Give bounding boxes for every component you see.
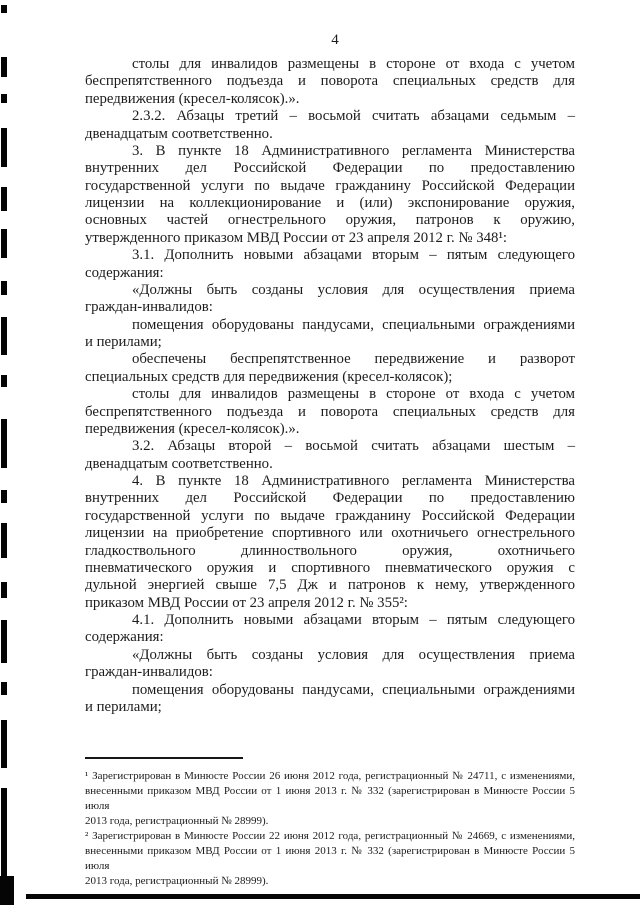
footnote-line: 2013 года, регистрационный № 28999). [85, 875, 269, 887]
scan-mark [1, 5, 7, 13]
text-line: помещения оборудованы пандусами, специальными ограждениями [132, 681, 575, 698]
footnote-line: 2013 года, регистрационный № 28999). [85, 815, 269, 827]
scan-mark [1, 490, 7, 503]
scan-mark [1, 281, 7, 295]
text-line: содержания: [85, 264, 164, 281]
scan-mark [1, 317, 7, 355]
scan-mark [1, 128, 7, 167]
text-line: лицензии на коллекционирование и (или) экспонирование оружия, [85, 195, 575, 211]
text-line: передвижения (кресел-колясок).». [85, 420, 300, 437]
text-line: 3.1. Дополнить новыми абзацами вторым – пятым следующего [132, 247, 575, 264]
text-line: лицензии на приобретение спортивного или охотничьего огнестрельного [85, 525, 575, 542]
scan-mark [1, 720, 7, 768]
text-line: «Должны быть созданы условия для осуществления приема [132, 281, 575, 298]
text-line: 3.2. Абзацы второй – восьмой считать абзацами шестым – [132, 438, 575, 455]
text-line: беспрепятственного подъезда и поворота специальных средств для [85, 403, 575, 420]
scan-bottom-line [26, 894, 640, 899]
footnotes [85, 769, 575, 889]
text-line: двенадцатым соответственно. [85, 125, 273, 142]
scan-mark [1, 375, 7, 387]
scan-corner-blob [0, 876, 14, 905]
footnote-separator [85, 757, 243, 759]
text-line: и перилами; [85, 334, 162, 350]
text-line: помещения оборудованы пандусами, специальными ограждениями [132, 316, 575, 333]
page-number: 4 [331, 32, 339, 48]
text-line: основных частей огнестрельного оружия, патронов к оружию, [85, 212, 575, 229]
text-line: 4. В пункте 18 Административного регламента Министерства [132, 473, 575, 489]
scan-mark [1, 57, 7, 77]
scan-mark [1, 682, 7, 695]
footnote-line: внесенными приказом МВД России от 1 июня 2013 г. № 332 (зарегистрирован в Минюсте России 5 июля [85, 785, 575, 812]
text-line: 2.3.2. Абзацы третий – восьмой считать абзацами седьмым – [132, 108, 575, 125]
text-line: государственной услуги по выдаче гражданину Российской Федерации [85, 507, 575, 524]
text-line: обеспечены беспрепятственное передвижение и разворот [132, 351, 575, 368]
text-line: специальных средств для передвижения (кресел-колясок); [85, 368, 453, 385]
scan-mark [1, 229, 7, 258]
text-line: передвижения (кресел-колясок).». [85, 90, 300, 107]
footnote-line: ¹ Зарегистрирован в Минюсте России 26 июня 2012 года, регистрационный № 24711, с изменениями, [85, 770, 575, 782]
text-line: «Должны быть созданы условия для осуществления приема [132, 646, 575, 663]
text-line: граждан-инвалидов: [85, 299, 213, 316]
scan-mark [1, 419, 7, 468]
text-line: содержания: [85, 629, 164, 646]
text-line: утвержденного приказом МВД России от 23 апреля 2012 г. № 348¹: [85, 229, 508, 246]
scan-mark [1, 620, 7, 663]
text-line: 4.1. Дополнить новыми абзацами вторым – пятым следующего [132, 612, 575, 628]
scan-mark [1, 94, 7, 103]
text-line: граждан-инвалидов: [85, 664, 213, 681]
footnote-line: ² Зарегистрирован в Минюсте России 22 июня 2012 года, регистрационный № 24669, с изменениями, [85, 830, 575, 842]
text-line: двенадцатым соответственно. [85, 455, 273, 472]
text-line: беспрепятственного подъезда и поворота специальных средств для [85, 73, 575, 90]
text-line: столы для инвалидов размещены в стороне от входа с учетом [132, 56, 575, 72]
scan-mark [1, 523, 7, 558]
text-line: государственной услуги по выдаче гражданину Российской Федерации [85, 177, 575, 194]
text-line: пневматического оружия и спортивного пневматического оружия с [85, 559, 575, 576]
text-line: приказом МВД России от 23 апреля 2012 г. № 355²: [85, 594, 408, 611]
text-line: дульной энергией свыше 7,5 Дж и патронов к нему, утвержденного [85, 577, 575, 594]
scan-mark [1, 187, 7, 211]
text-line: внутренних дел Российской Федерации по предоставлению [85, 160, 575, 177]
document-body [85, 56, 575, 716]
text-line: столы для инвалидов размещены в стороне от входа с учетом [132, 386, 575, 403]
text-line: гладкоствольного длинноствольного оружия, охотничьего [85, 542, 575, 559]
text-line: 3. В пункте 18 Административного регламента Министерства [132, 142, 575, 159]
text-line: внутренних дел Российской Федерации по предоставлению [85, 490, 575, 507]
scan-mark [1, 582, 7, 598]
footnote-line: внесенными приказом МВД России от 1 июня 2013 г. № 332 (зарегистрирован в Минюсте России 5 июля [85, 845, 575, 872]
text-line: и перилами; [85, 698, 162, 715]
